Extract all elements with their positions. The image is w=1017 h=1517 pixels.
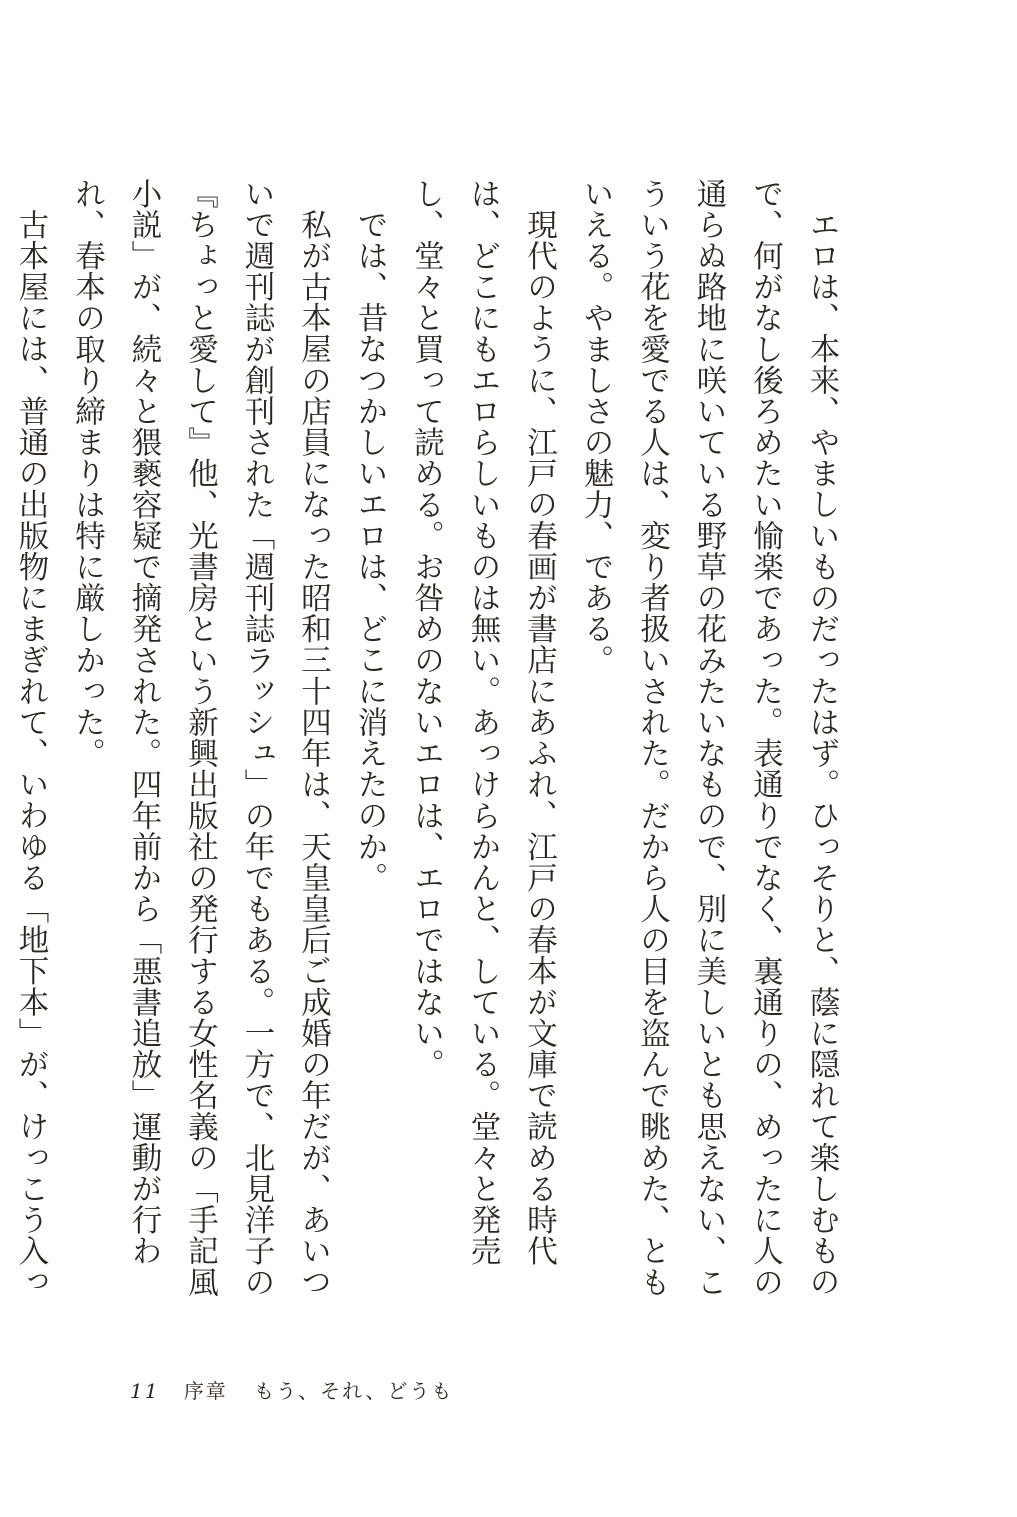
body-text <box>13 178 849 1328</box>
paragraph: では、昔なつかしいエロは、どこに消えたのか。 <box>352 208 387 893</box>
page-footer <box>130 1375 453 1404</box>
chapter-title: 序章 <box>183 1379 228 1403</box>
paragraph: 現代のように、江戸の春画が書店にあふれ、江戸の春本が文庫で読める時代は、どこにもエロらしいものは無い。あっけらかんと、している。堂々と発売し、堂々と買って読める。お咎めのないエロは、エロではない。 <box>408 178 557 1267</box>
running-head: もう、それ、どうも <box>254 1379 454 1403</box>
paragraph: 私が古本屋の店員になった昭和三十四年は、天皇皇后ご成婚の年だが、あいついで週刊誌が創刊された「週刊誌ラッシュ」の年でもある。一方で、北見洋子の『ちょっと愛して』他、光書房という新興出版社の発行する女性名義の「手記風小説」が、続々と猥褻容疑で摘発された。四年前から「悪書追放」運動が行われ、春本の取り締まりは特に厳しかった。 <box>69 178 331 1298</box>
page-number: 11 <box>130 1379 160 1403</box>
paragraph: エロは、本来、やましいものだったはず。ひっそりと、蔭に隠れて楽しむもので、何がなし後ろめたい愉楽であった。表通りでなく、裏通りの、めったに人の通らぬ路地に咲いている野草の花みたいなもので、別に美しいとも思えない、こういう花を愛でる人は、変り者扱いされた。だから人の目を盗んで眺めた、ともいえる。やましさの魅力、である。 <box>578 178 839 1298</box>
paragraph: 古本屋には、普通の出版物にまぎれて、いわゆる「地下本」が、けっこう入っ <box>13 208 48 1297</box>
